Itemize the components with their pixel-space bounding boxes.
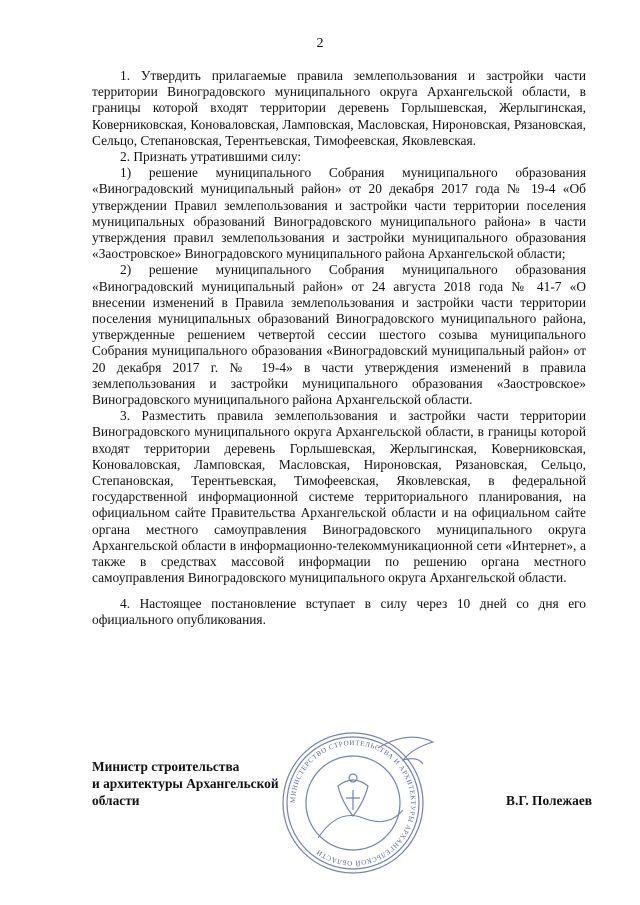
paragraph-declare-invalid: 2. Признать утратившими силу: bbox=[120, 149, 302, 165]
paragraph-decision-19-4: 1) решение муниципального Собрания муниципального образования «Виноградовский муниципальный район» от 20 декабря 2017 года № 19-4 «Об утверждении Правил землепользования и застройки части территории поселения муниципальных образований Виноградовского муниципального района» в части утверждения правил землепользования и застройки муниципального образования «Заостровское» Виноградовского муниципального района Архангельской области; bbox=[92, 165, 586, 262]
page-number: 2 bbox=[316, 36, 324, 51]
paragraph-entry-into-force: 4. Настоящее постановление вступает в силу через 10 дней со дня его официального опубликования. bbox=[92, 595, 586, 627]
signer-title-line: Министр строительства bbox=[92, 759, 240, 774]
paragraph-publish-rules: 3. Разместить правила землепользования и застройки части территории Виноградовского муниципального округа Архангельской области, в границы которой входят территории деревень Горлышевская, Жерлыгинская, Коверниковская, Коноваловская, Ламповская, Масловская, Нироновская, Рязановская, Сельцо, Степановская, Терентьевская, Тимофеевская, Яковлевская, в федеральной государственной информационной системе территориального планирования, на официальном сайте Правительства Архангельской области и на официальном сайте органа местного самоуправления Виноградовского муниципального округа Архангельской области в информационно-телекоммуникационной сети «Интернет», а также в средствах массовой информации по решению органа местного самоуправления Виноградовского муниципального округа Архангельской области. bbox=[92, 408, 586, 586]
stamp-ring-text: МИНИСТЕРСТВО СТРОИТЕЛЬСТВА И АРХИТЕКТУРЫ АРХАНГЕЛЬСКОЙ ОБЛАСТИ bbox=[288, 738, 418, 868]
signer-title-line: области bbox=[92, 793, 140, 808]
paragraph-decision-41-7: 2) решение муниципального Собрания муниципального образования «Виноградовский муниципальный район» от 24 августа 2018 года № 41-7 «О внесении изменений в Правила землепользования и застройки части территории поселения муниципальных образований Виноградовского муниципального района, утвержденные решением четвертой сессии шестого созыва муниципального Собрания муниципального образования «Виноградовский муниципальный район» от 20 декабря 2017 г. № 19-4» в части утверждения изменений в правила землепользования и застройки муниципального образования «Заостровское» Виноградовского муниципального района Архангельской области. bbox=[92, 262, 586, 408]
document-body bbox=[92, 68, 586, 628]
paragraph-approve-rules: 1. Утвердить прилагаемые правила землепользования и застройки части территории Виноградовского муниципального округа Архангельской области, в границы которой входят территории деревень Горлышевская, Жерлыгинская, Коверниковская, Коноваловская, Ламповская, Масловская, Нироновская, Рязановская, Сельцо, Степановская, Терентьевская, Тимофеевская, Яковлевская. bbox=[92, 68, 586, 148]
signer-name: В.Г. Полежаев bbox=[506, 793, 592, 808]
signature-block bbox=[92, 758, 592, 809]
signer-title-line: и архитектуры Архангельской bbox=[92, 776, 279, 791]
